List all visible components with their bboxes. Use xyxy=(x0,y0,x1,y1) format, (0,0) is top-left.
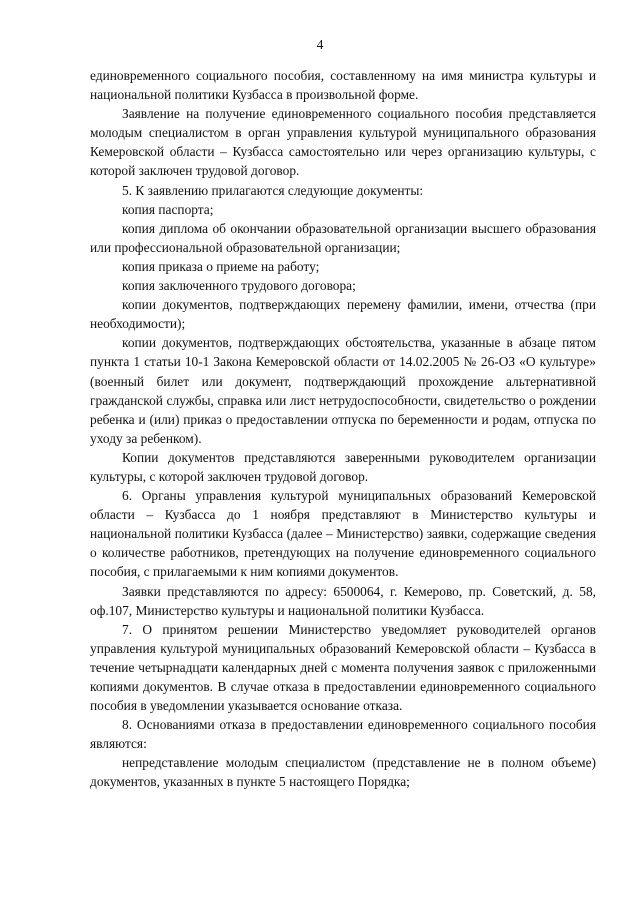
paragraph-continuation: единовременного социального пособия, составленному на имя министра культуры и национальной политики Кузбасса в произвольной форме. xyxy=(90,68,596,103)
paragraph-circumstances-copy: копии документов, подтверждающих обстоятельства, указанные в абзаце пятом пункта 1 статьи 10-1 Закона Кемеровской области от 14.02.2005 № 26-ОЗ «О культуре» (военный билет или документ, подтверждающий прохождение альтернативной гражданской службы, справка или лист нетрудоспособности, свидетельство о рождении ребенка и (или) приказ о предоставлении отпуска по беременности и родам, отпуска по уходу за ребенком). xyxy=(90,335,596,446)
paragraph-name-change-copy: копии документов, подтверждающих перемену фамилии, имени, отчества (при необходимости); xyxy=(90,297,596,332)
paragraph-address: Заявки представляются по адресу: 6500064, г. Кемерово, пр. Советский, д. 58, оф.107, Министерство культуры и национальной политики Кузбасса. xyxy=(90,583,596,618)
page-number: 4 xyxy=(316,37,324,52)
paragraph-certification: Копии документов представляются заверенными руководителем организации культуры, с которой заключен трудовой договор. xyxy=(90,449,596,484)
paragraph-refusal-ground: непредставление молодым специалистом (представление не в полном объеме) документов, указанных в пункте 5 настоящего Порядка; xyxy=(90,755,596,790)
paragraph-item-7: 7. О принятом решении Министерство уведомляет руководителей органов управления культурой муниципальных образований Кемеровской области – Кузбасса в течение четырнадцати календарных дней с момента получения заявок с приложенными копиями документов. В случае отказа в предоставлении единовременного социального пособия в уведомлении указывается основание отказа. xyxy=(90,621,596,714)
paragraph-item-8: 8. Основаниями отказа в предоставлении единовременного социального пособия являются: xyxy=(90,717,596,752)
paragraph-item-6: 6. Органы управления культурой муниципальных образований Кемеровской области – Кузбасса до 1 ноября представляют в Министерство культуры и национальной политики Кузбасса (далее – Министерство) заявки, содержащие сведения о количестве работников, претендующих на получение единовременного социального пособия, с прилагаемыми к ним копиями документов. xyxy=(90,488,596,580)
paragraph-item-5: 5. К заявлению прилагаются следующие документы: xyxy=(122,182,424,198)
paragraph-contract-copy: копия заключенного трудового договора; xyxy=(122,278,356,294)
document-body xyxy=(90,66,596,792)
paragraph-hiring-order-copy: копия приказа о приеме на работу; xyxy=(122,258,320,274)
paragraph-application: Заявление на получение единовременного социального пособия представляется молодым специалистом в орган управления культурой муниципального образования Кемеровской области – Кузбасса самостоятельно или через организацию культуры, с которой заключен трудовой договор. xyxy=(90,106,596,179)
paragraph-passport-copy: копия паспорта; xyxy=(122,201,214,217)
paragraph-diploma-copy: копия диплома об окончании образовательной организации высшего образования или профессиональной образовательной организации; xyxy=(90,220,596,255)
